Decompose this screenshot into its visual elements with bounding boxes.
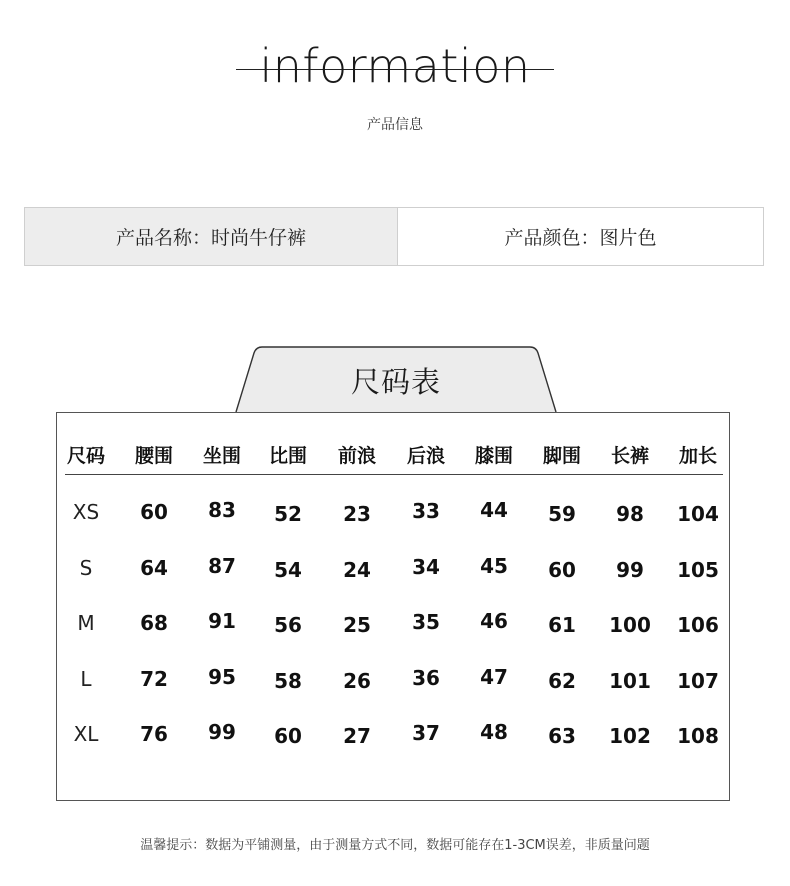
measurement-cell: 60 [274,724,302,748]
measurement-cell: 23 [343,502,371,526]
column-header: 加长 [678,445,717,467]
column-header: 长裤 [610,445,649,467]
measurement-cell: 59 [548,502,576,526]
measurement-cell: 25 [343,613,371,637]
measurement-cell: 48 [480,720,508,744]
size-table-header [57,413,729,475]
measurement-cell: 60 [548,558,576,582]
measurement-cell: 63 [548,724,576,748]
measurement-cell: 108 [677,724,719,748]
measurement-cell: 45 [480,554,508,578]
measurement-cell: 27 [343,724,371,748]
size-table [56,412,730,801]
measurement-cell: 107 [677,669,719,693]
measurement-cell: 47 [480,665,508,689]
measurement-cell: 54 [274,558,302,582]
measurement-note: 温馨提示：数据为平铺测量，由于测量方式不同，数据可能存在1-3CM误差，非质量问题 [140,838,650,853]
measurement-cell: 52 [274,502,302,526]
measurement-cell: 76 [140,722,168,746]
page-title: information [259,39,531,93]
page-subtitle: 产品信息 [367,117,423,133]
size-label-cell: L [80,667,92,691]
measurement-cell: 68 [140,611,168,635]
measurement-cell: 24 [343,558,371,582]
column-header: 尺码 [66,445,105,467]
measurement-cell: 102 [609,724,651,748]
size-label-cell: XS [72,500,100,524]
product-name: 产品名称：时尚牛仔裤 [25,208,398,265]
measurement-cell: 100 [609,613,651,637]
measurement-cell: 58 [274,669,302,693]
measurement-cell: 33 [412,499,440,523]
column-header: 脚围 [542,445,581,467]
measurement-cell: 46 [480,609,508,633]
measurement-cell: 60 [140,500,168,524]
measurement-cell: 26 [343,669,371,693]
size-label-cell: S [79,556,93,580]
measurement-cell: 64 [140,556,168,580]
measurement-cell: 61 [548,613,576,637]
size-label-cell: XL [73,722,99,746]
column-header: 腰围 [134,445,173,467]
measurement-cell: 72 [140,667,168,691]
product-color: 产品颜色：图片色 [398,208,763,265]
header-divider [65,474,723,475]
measurement-cell: 105 [677,558,719,582]
measurement-cell: 35 [412,610,440,634]
measurement-cell: 37 [412,721,440,745]
size-label-cell: M [77,611,95,635]
column-header: 膝围 [474,445,513,467]
measurement-cell: 62 [548,669,576,693]
column-header: 坐围 [202,445,241,467]
measurement-cell: 34 [412,555,440,579]
measurement-cell: 44 [480,498,508,522]
measurement-cell: 98 [616,502,644,526]
size-chart-title: 尺码表 [350,365,441,399]
column-header: 比围 [268,445,307,467]
measurement-cell: 83 [208,498,236,522]
column-header: 前浪 [337,445,376,467]
measurement-cell: 106 [677,613,719,637]
product-info-bar [24,207,764,266]
measurement-cell: 101 [609,669,651,693]
measurement-cell: 104 [677,502,719,526]
measurement-cell: 36 [412,666,440,690]
measurement-cell: 87 [208,554,236,578]
column-header: 后浪 [406,445,445,467]
title-block [0,36,790,96]
measurement-cell: 99 [208,720,236,744]
measurement-cell: 91 [208,609,236,633]
measurement-cell: 99 [616,558,644,582]
measurement-cell: 95 [208,665,236,689]
measurement-cell: 56 [274,613,302,637]
